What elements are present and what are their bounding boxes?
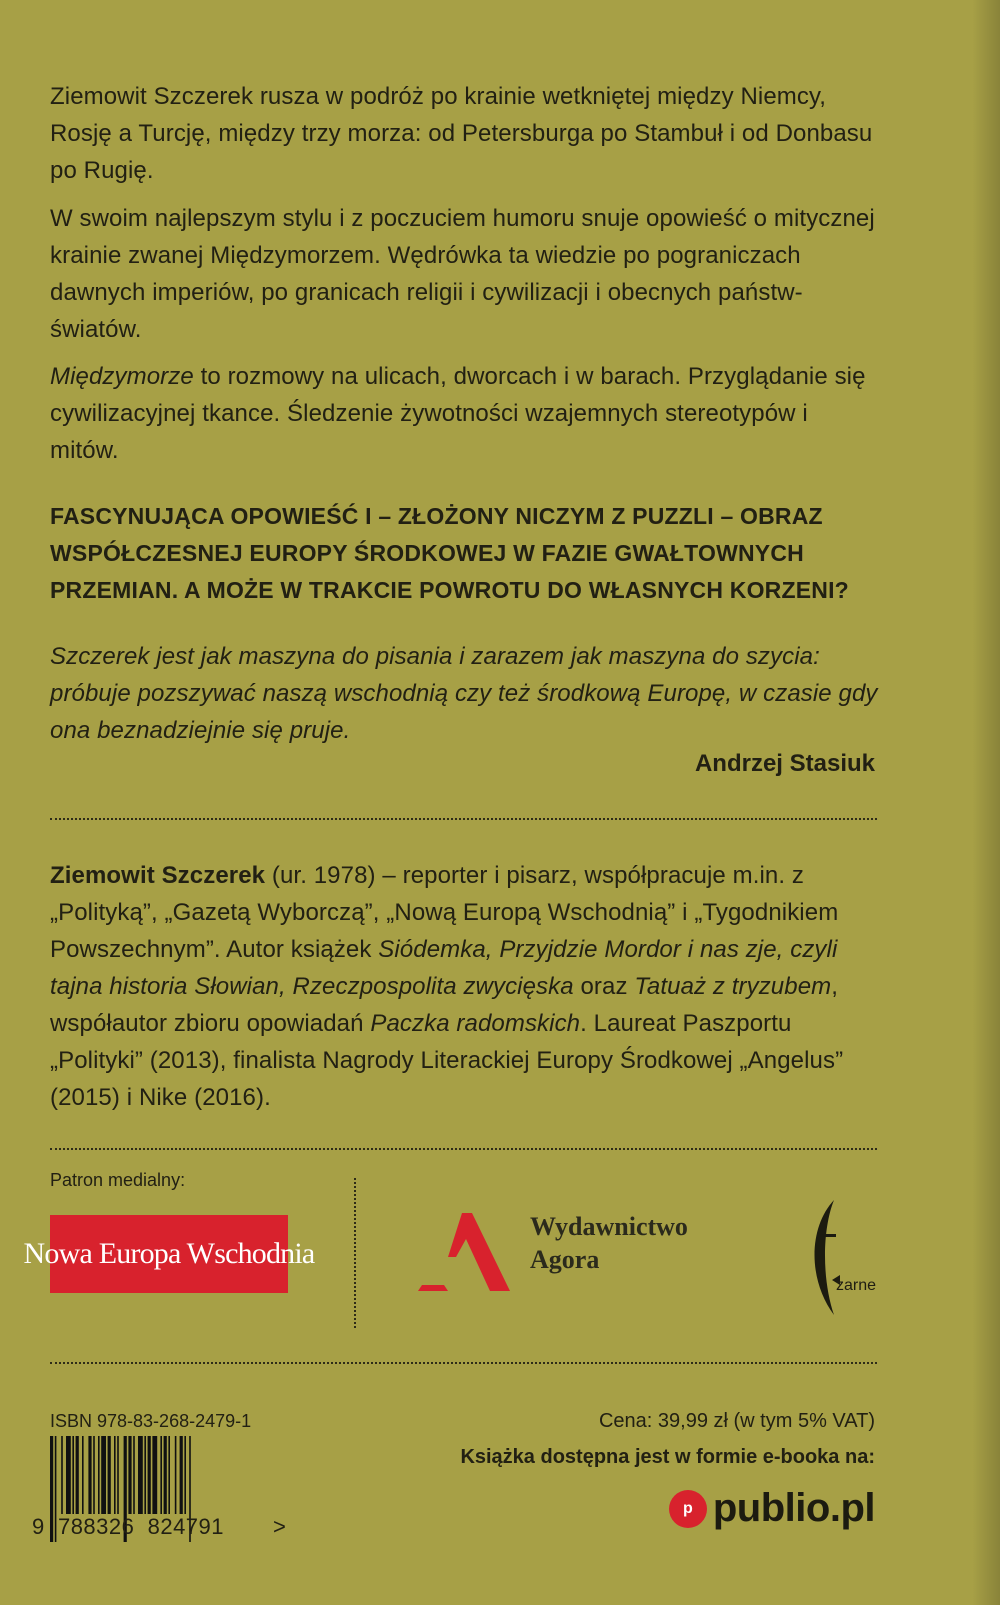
barcode-bar: [164, 1436, 167, 1514]
blurb-paragraph-2: [50, 200, 880, 348]
blurb-paragraph-3: [50, 358, 880, 469]
publisher-line-2: Agora: [530, 1245, 600, 1274]
barcode-bar: [117, 1436, 119, 1514]
bio-text-part: (ur. 1978) – reporter i pisarz, współpracuje m.in. z „Polityką”, „Gazetą Wyborczą”, „Nową Europą Wschodnią” i „Tygodnikiem Powszechnym”. Autor książek: [50, 862, 839, 963]
barcode-bar: [148, 1436, 151, 1514]
barcode-bar: [168, 1436, 170, 1514]
barcode-bar: [175, 1436, 177, 1514]
author-bio-text: [50, 857, 880, 1116]
barcode-bar: [61, 1436, 63, 1514]
barcode-bar: [114, 1436, 116, 1514]
publisher-line-1: Wydawnictwo: [530, 1212, 688, 1241]
barcode-bar: [184, 1436, 186, 1514]
author-bio: [50, 857, 880, 1116]
publio-text: publio.pl: [712, 1486, 875, 1530]
barcode-bar: [128, 1436, 131, 1514]
headline-text: FASCYNUJĄCA OPOWIEŚĆ I – ZŁOŻONY NICZYM Z PUZZLI – OBRAZ WSPÓŁCZESNEJ EUROPY ŚRODKOWEJ W FAZIE GWAŁTOWNYCH PRZEMIAN. A MOŻE W TRAKCIE POWROTU DO WŁASNYCH KORZENI?: [50, 503, 849, 603]
dotted-divider: [50, 1362, 877, 1364]
barcode-bar: [88, 1436, 91, 1514]
media-patron-label: Patron medialny:: [50, 1170, 186, 1190]
barcode-bar: [82, 1436, 84, 1514]
barcode-bar: [76, 1436, 79, 1514]
barcode-bar: [108, 1436, 111, 1514]
barcode-bar: [152, 1436, 157, 1514]
publio-icon: p: [669, 1490, 707, 1528]
blurb-paragraph-1: [50, 78, 880, 189]
barcode-bar: [93, 1436, 95, 1514]
barcode-bar: [138, 1436, 143, 1514]
quote: [50, 638, 880, 749]
barcode-digits: 9 788326 824791: [32, 1514, 225, 1539]
blurb-text-3: [50, 358, 880, 469]
headline: [50, 498, 880, 609]
bio-book-titles: Siódemka, Przyjdzie Mordor i nas zje, czyli tajna historia Słowian, Rzeczpospolita zwycięska: [50, 936, 838, 1000]
dotted-divider: [50, 1148, 877, 1150]
czarne-logo-icon: [798, 1200, 878, 1315]
bio-text-part: . Laureat Paszportu „Polityki” (2013), finalista Nagrody Literackiej Europy Środkowej „Angelus” (2015) i Nike (2016).: [50, 1010, 844, 1111]
barcode-bar: [66, 1436, 71, 1514]
publio-logo[interactable]: [669, 1486, 875, 1531]
quote-text: Szczerek jest jak maszyna do pisania i zarazem jak maszyna do szycia: próbuje pozszywać naszą wschodnią czy też środkową Europę, w czasie gdy ona beznadziejnie się pruje.: [50, 643, 878, 744]
publisher-name: [530, 1210, 688, 1276]
agora-logo-icon: [418, 1213, 514, 1297]
barcode-bar: [72, 1436, 74, 1514]
barcode-arrow: >: [273, 1514, 286, 1539]
ebook-note: Książka dostępna jest w formie e-booka na:: [460, 1446, 875, 1468]
bio-book-title: Tatuaż z tryzubem: [634, 973, 832, 1000]
vertical-divider: [354, 1178, 356, 1328]
bio-text-part: , współautor zbioru opowiadań: [50, 973, 839, 1037]
isbn: ISBN 978-83-268-2479-1: [50, 1411, 252, 1431]
blurb-text-2: W swoim najlepszym stylu i z poczuciem humoru snuje opowieść o mitycznej krainie zwanej Międzymorzem. Wędrówka ta wiedzie po pograniczach dawnych imperiów, po granicach religii i cywilizacji i obecnych państw-światów.: [50, 205, 875, 343]
bio-text-part: oraz: [573, 973, 635, 1000]
price: Cena: 39,99 zł (w tym 5% VAT): [598, 1410, 875, 1432]
book-title-italic: Międzymorze: [50, 363, 194, 390]
barcode-bar: [160, 1436, 162, 1514]
barcode-bar: [180, 1436, 183, 1514]
barcode-bar: [101, 1436, 106, 1514]
barcode-bar: [133, 1436, 135, 1514]
quote-author: Andrzej Stasiuk: [694, 750, 875, 777]
blurb-text-1: Ziemowit Szczerek rusza w podróż po krainie wetkniętej między Niemcy, Rosję a Turcję, między trzy morza: od Petersburga po Stambuł i od Donbasu po Rugię.: [50, 83, 873, 184]
czarne-imprint-text: zarne: [836, 1277, 877, 1294]
dotted-divider: [50, 818, 877, 820]
blurb-text-3-rest: to rozmowy na ulicach, dworcach i w barach. Przyglądanie się cywilizacyjnej tkance. Śledzenie żywotności wzajemnych stereotypów i mitów.: [50, 363, 866, 464]
logo-text: Nowa Europa Wschodnia: [23, 1237, 315, 1270]
nowa-europa-wschodnia-logo: [23, 1215, 315, 1293]
barcode-bar: [144, 1436, 146, 1514]
bio-book-title: Paczka radomskich: [370, 1010, 581, 1037]
author-name: Ziemowit Szczerek: [50, 862, 266, 889]
barcode-bar: [98, 1436, 100, 1514]
